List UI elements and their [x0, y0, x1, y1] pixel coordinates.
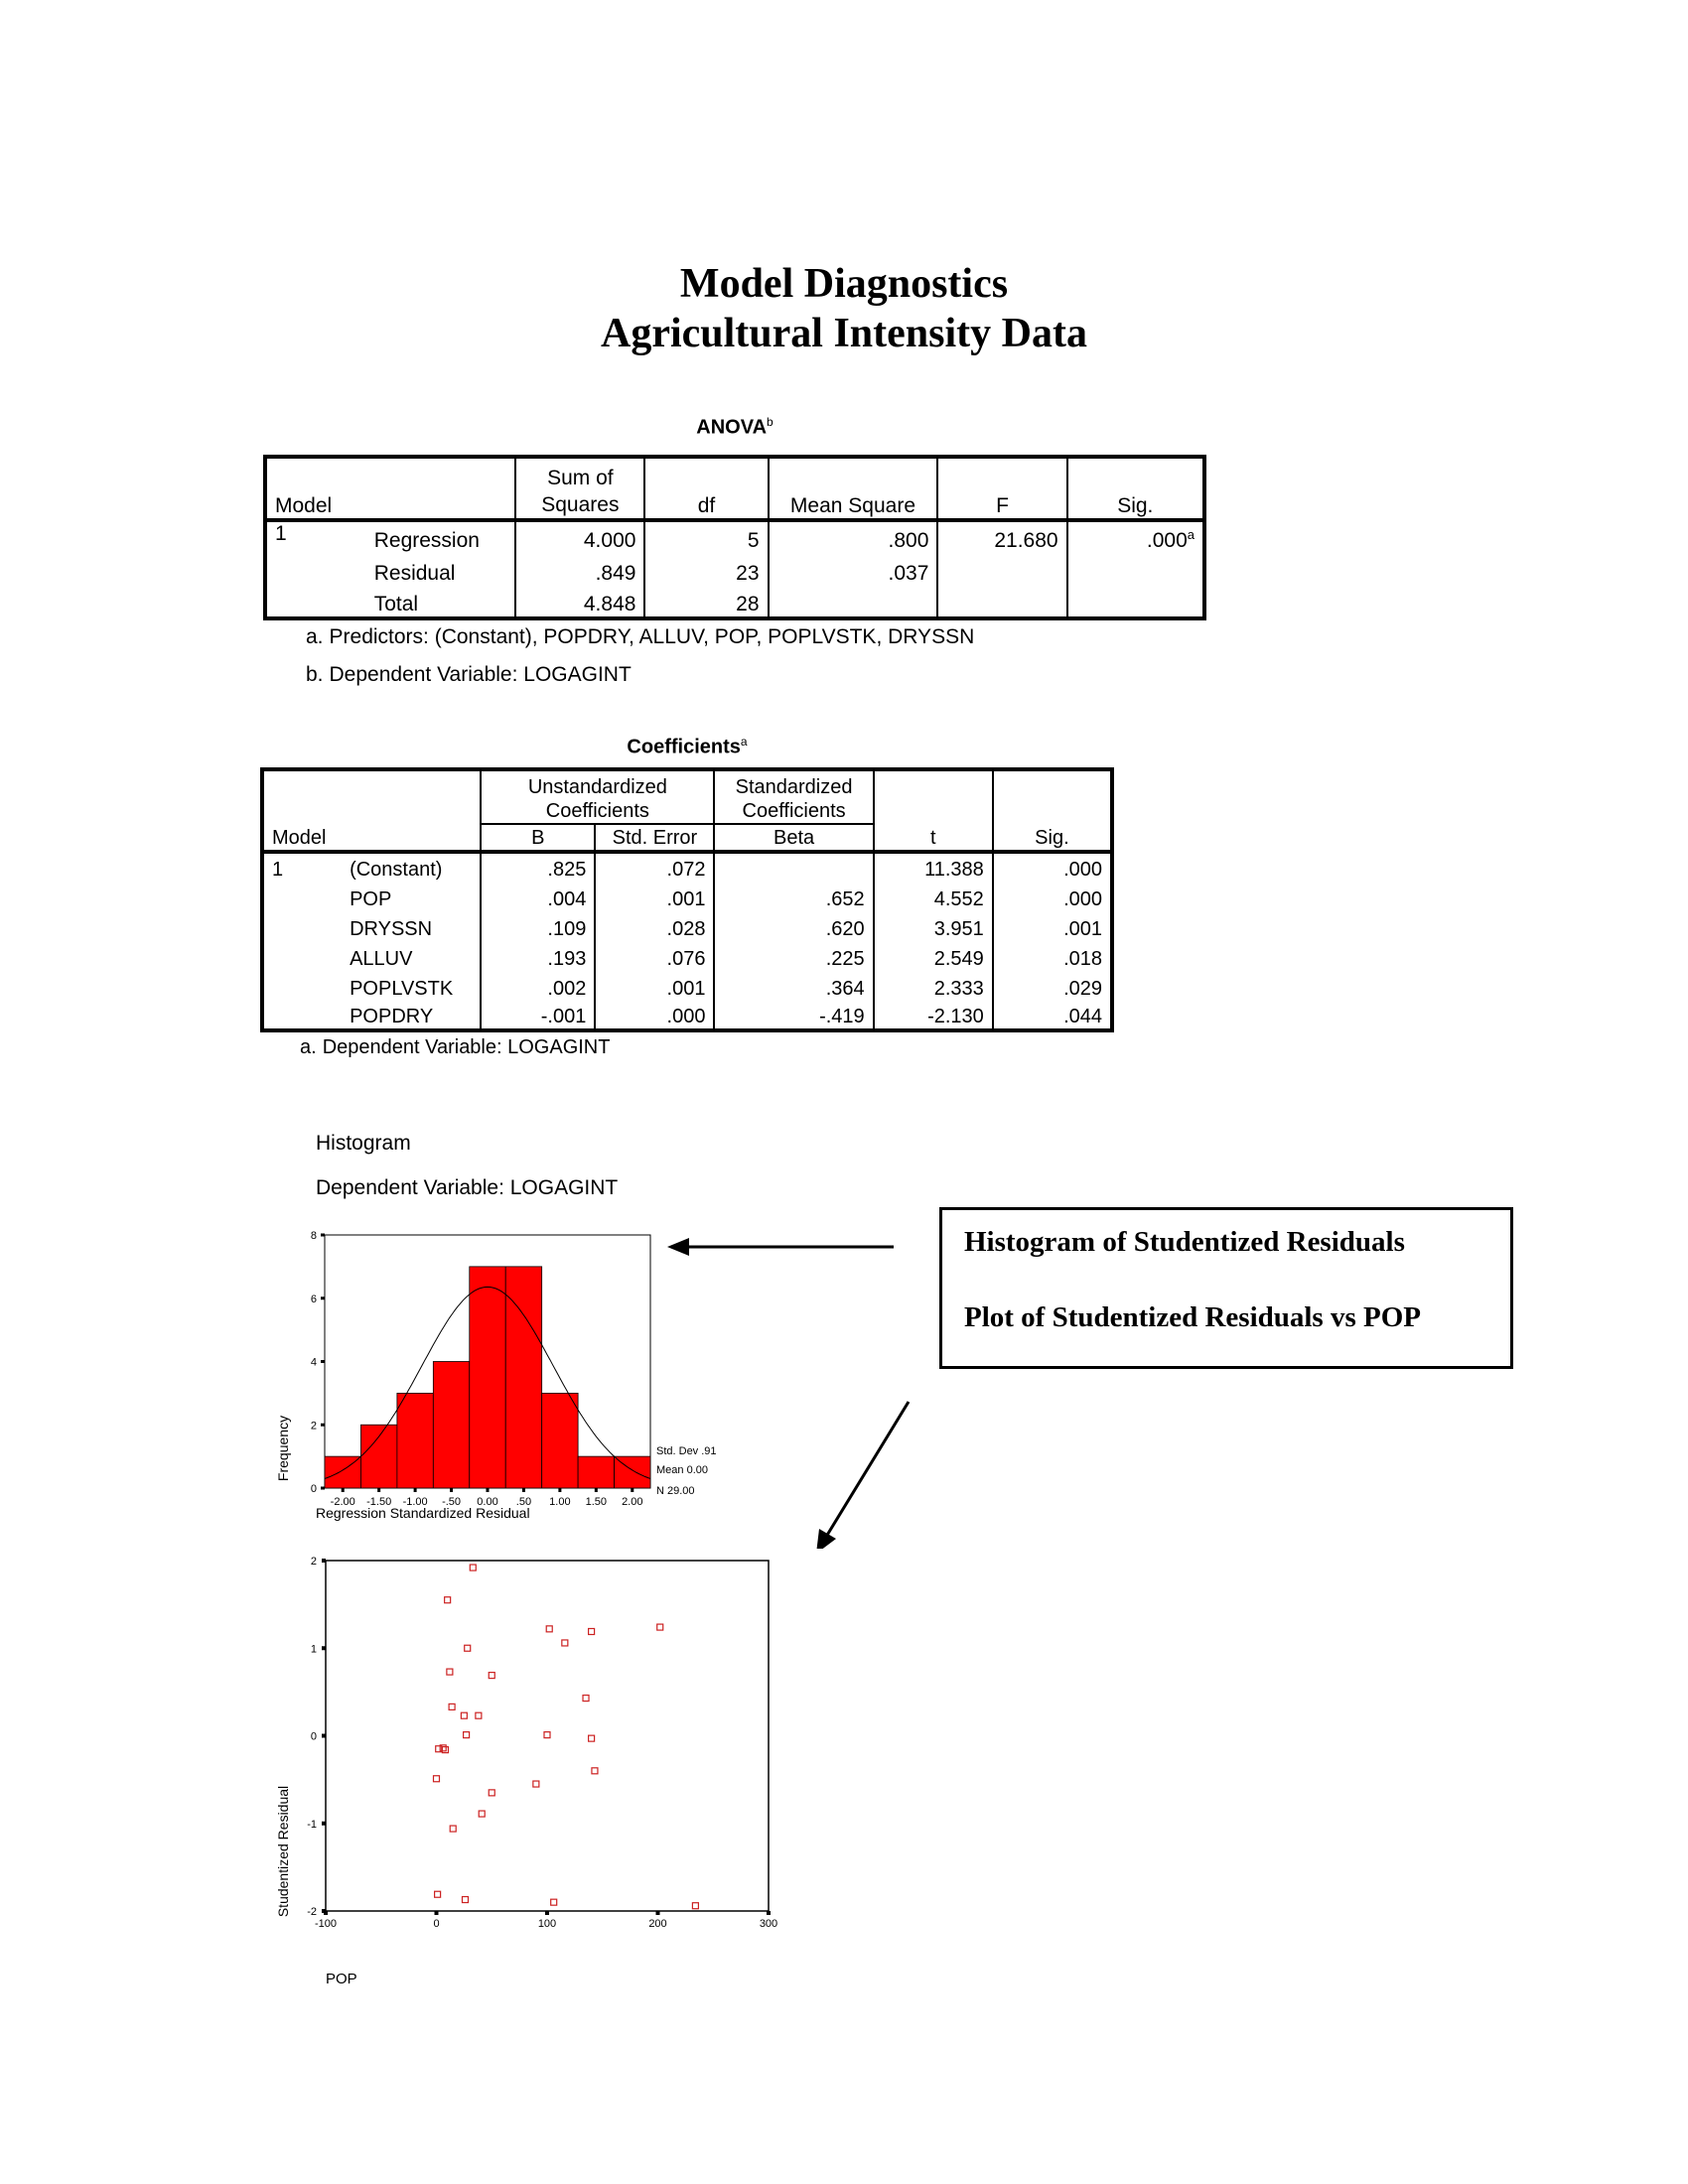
- cell-b: .004: [481, 882, 595, 911]
- cell-se: .001: [595, 882, 714, 911]
- cell-b: -.001: [481, 1001, 595, 1030]
- annotation-arrows: [655, 1221, 914, 1549]
- histogram-bar: [360, 1425, 396, 1488]
- cell-sig: .018: [993, 941, 1112, 971]
- anova-caption-sup: b: [767, 415, 774, 429]
- row-label: ALLUV: [350, 948, 413, 970]
- svg-text:8: 8: [310, 1230, 317, 1242]
- svg-text:N 29.00: N 29.00: [656, 1485, 695, 1497]
- svg-text:0: 0: [433, 1918, 440, 1930]
- cell-f: 21.680: [937, 520, 1066, 553]
- cell-beta: -.419: [714, 1001, 873, 1030]
- histogram-bar: [578, 1456, 614, 1488]
- svg-text:200: 200: [648, 1918, 667, 1930]
- cell-beta: [714, 852, 873, 882]
- header-std-line1: Standardized: [735, 776, 853, 798]
- cell-sig: .029: [993, 971, 1112, 1001]
- footnote-text: Dependent Variable: LOGAGINT: [329, 663, 632, 686]
- scatter-xlabel: POP: [326, 1971, 357, 1987]
- svg-text:.50: .50: [515, 1496, 532, 1508]
- header-standardized: [714, 769, 873, 824]
- header-beta: Beta: [714, 824, 873, 852]
- cell-se: .000: [595, 1001, 714, 1030]
- cell-b: .825: [481, 852, 595, 882]
- cell-beta: .620: [714, 911, 873, 941]
- footnote-mark: b.: [306, 663, 324, 686]
- table-row: [262, 882, 1112, 911]
- row-label: POP: [350, 888, 392, 910]
- cell-t: 3.951: [874, 911, 993, 941]
- svg-text:2.00: 2.00: [622, 1496, 643, 1508]
- cell-sig: .001: [993, 911, 1112, 941]
- row-label: POPDRY: [350, 1006, 434, 1027]
- histogram-subtitle: Dependent Variable: LOGAGINT: [316, 1176, 619, 1199]
- cell-t: 2.333: [874, 971, 993, 1001]
- header-sig: Sig.: [993, 769, 1112, 852]
- header-model: Model: [262, 769, 481, 852]
- header-unstd-line1: Unstandardized: [527, 776, 667, 798]
- histogram-bar: [397, 1393, 433, 1488]
- annotation-line1: Histogram of Studentized Residuals: [964, 1226, 1405, 1258]
- svg-text:Mean 0.00: Mean 0.00: [656, 1464, 708, 1476]
- row-label: Total: [373, 593, 419, 615]
- coefficients-caption-sup: a: [740, 735, 748, 749]
- footnote-mark: a.: [306, 625, 324, 648]
- svg-text:0.00: 0.00: [477, 1496, 498, 1508]
- cell-t: -2.130: [874, 1001, 993, 1030]
- row-label: (Constant): [350, 859, 443, 881]
- svg-text:-.50: -.50: [442, 1496, 462, 1508]
- model-number: 1: [272, 859, 284, 881]
- cell-se: .001: [595, 971, 714, 1001]
- cell-t: 4.552: [874, 882, 993, 911]
- svg-text:0: 0: [310, 1730, 317, 1743]
- annotation-box: [939, 1207, 1513, 1369]
- svg-text:-2.00: -2.00: [330, 1496, 355, 1508]
- table-row: [262, 1001, 1112, 1030]
- arrow-left-icon: [667, 1238, 894, 1256]
- header-sum-of-squares: [515, 457, 644, 520]
- row-label: DRYSSN: [350, 918, 433, 940]
- arrow-down-left-icon: [816, 1402, 909, 1549]
- table-row: [265, 553, 1204, 586]
- model-number: 1: [275, 522, 287, 545]
- svg-text:4: 4: [310, 1356, 317, 1369]
- header-unstandardized: [481, 769, 714, 824]
- residual-scatter-plot: [268, 1539, 824, 1956]
- cell-se: .028: [595, 911, 714, 941]
- svg-text:-1: -1: [307, 1818, 317, 1831]
- table-row: [262, 971, 1112, 1001]
- svg-text:1.00: 1.00: [549, 1496, 571, 1508]
- coefficients-footnote-a: [300, 1036, 610, 1059]
- cell-t: 11.388: [874, 852, 993, 882]
- anova-caption: [263, 415, 1206, 440]
- footnote-mark: a.: [300, 1036, 317, 1058]
- histogram-title: Histogram: [316, 1132, 411, 1155]
- coefficients-caption-text: Coefficients: [627, 736, 741, 758]
- cell-df: 28: [644, 586, 768, 618]
- header-f: F: [937, 457, 1066, 520]
- table-row: [262, 941, 1112, 971]
- header-model: Model: [265, 457, 515, 520]
- svg-text:1.50: 1.50: [585, 1496, 608, 1508]
- cell-ss: 4.848: [515, 586, 644, 618]
- sig-footnote-mark: a: [1187, 527, 1195, 542]
- footnote-text: Dependent Variable: LOGAGINT: [322, 1036, 611, 1058]
- coefficients-table: [260, 767, 1114, 1032]
- svg-text:Frequency: Frequency: [275, 1415, 291, 1482]
- cell-se: .072: [595, 852, 714, 882]
- table-row: [265, 520, 1204, 553]
- svg-text:-100: -100: [314, 1918, 338, 1930]
- header-ss-line1: Sum of: [547, 467, 614, 489]
- svg-text:Studentized Residual: Studentized Residual: [275, 1785, 291, 1918]
- cell-b: .193: [481, 941, 595, 971]
- cell-sig: [1067, 586, 1204, 618]
- header-df: df: [644, 457, 768, 520]
- anova-footnote-a: [306, 625, 974, 649]
- cell-ss: 4.000: [515, 520, 644, 553]
- anova-footnote-b: [306, 663, 632, 687]
- cell-sig: [1067, 553, 1204, 586]
- svg-text:-1.50: -1.50: [366, 1496, 392, 1508]
- row-label: Regression: [373, 529, 480, 552]
- cell-ms: .037: [769, 553, 938, 586]
- table-row: [262, 911, 1112, 941]
- row-label: POPLVSTK: [350, 978, 454, 1000]
- table-row: [265, 586, 1204, 618]
- anova-caption-text: ANOVA: [696, 416, 768, 439]
- footnote-text: Predictors: (Constant), POPDRY, ALLUV, POP, POPLVSTK, DRYSSN: [329, 625, 975, 648]
- header-std-error: Std. Error: [595, 824, 714, 852]
- document-title-line1: Model Diagnostics: [679, 261, 1009, 307]
- svg-text:-2: -2: [307, 1906, 317, 1918]
- cell-ms: .800: [769, 520, 938, 553]
- cell-f: [937, 586, 1066, 618]
- cell-sig: .044: [993, 1001, 1112, 1030]
- coefficients-header-row-1: [262, 769, 1112, 824]
- cell-ms: [769, 586, 938, 618]
- histogram-bar: [542, 1393, 578, 1488]
- header-mean-square: Mean Square: [769, 457, 938, 520]
- cell-sig: .000: [993, 882, 1112, 911]
- histogram-bar: [470, 1267, 505, 1488]
- document-title-line2: Agricultural Intensity Data: [601, 311, 1087, 356]
- cell-df: 23: [644, 553, 768, 586]
- histogram-bar: [433, 1362, 469, 1489]
- cell-t: 2.549: [874, 941, 993, 971]
- cell-beta: .652: [714, 882, 873, 911]
- header-std-line2: Coefficients: [742, 800, 846, 822]
- row-label: Residual: [373, 562, 456, 585]
- cell-sig: [1067, 520, 1204, 553]
- cell-b: .109: [481, 911, 595, 941]
- annotation-line2: Plot of Studentized Residuals vs POP: [964, 1301, 1421, 1333]
- histogram-xlabel: Regression Standardized Residual: [316, 1505, 530, 1521]
- header-t: t: [874, 769, 993, 852]
- cell-se: .076: [595, 941, 714, 971]
- svg-text:2: 2: [310, 1420, 317, 1433]
- coefficients-caption: [260, 735, 1114, 759]
- svg-text:100: 100: [537, 1918, 557, 1930]
- cell-beta: .364: [714, 971, 873, 1001]
- sig-value: .000: [1146, 529, 1188, 552]
- svg-text:2: 2: [310, 1556, 317, 1568]
- header-unstd-line2: Coefficients: [545, 800, 649, 822]
- svg-text:6: 6: [310, 1293, 317, 1305]
- cell-df: 5: [644, 520, 768, 553]
- svg-text:Std. Dev .91: Std. Dev .91: [656, 1445, 717, 1457]
- cell-f: [937, 553, 1066, 586]
- cell-ss: .849: [515, 553, 644, 586]
- svg-text:0: 0: [310, 1483, 317, 1495]
- table-row: [262, 852, 1112, 882]
- cell-beta: .225: [714, 941, 873, 971]
- anova-table: [263, 455, 1206, 620]
- cell-b: .002: [481, 971, 595, 1001]
- svg-text:-1.00: -1.00: [402, 1496, 428, 1508]
- svg-text:300: 300: [759, 1918, 778, 1930]
- header-b: B: [481, 824, 595, 852]
- header-sig: Sig.: [1067, 457, 1204, 520]
- svg-text:1: 1: [310, 1643, 317, 1656]
- anova-header-row: [265, 457, 1204, 520]
- cell-sig: .000: [993, 852, 1112, 882]
- header-ss-line2: Squares: [541, 493, 620, 516]
